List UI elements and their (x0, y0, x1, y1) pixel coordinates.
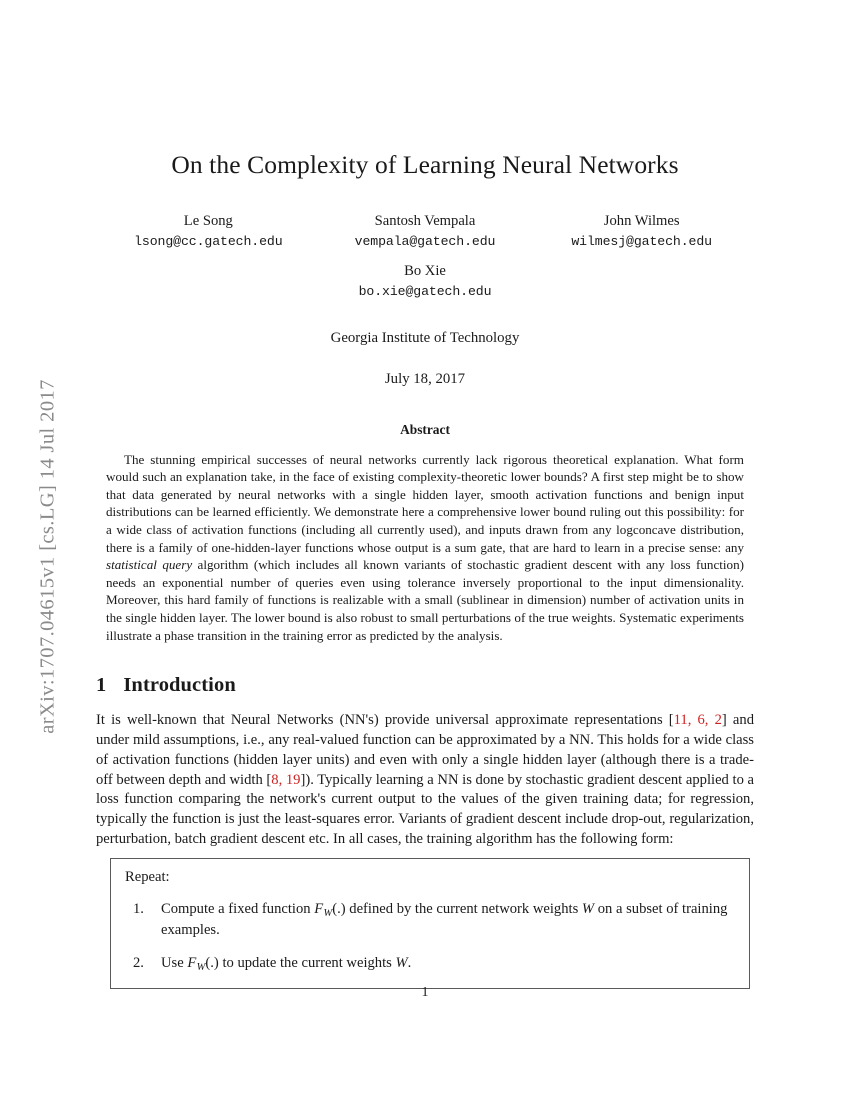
step-text-b: (.) defined by the current network weights (332, 901, 582, 918)
abstract-text-part-1: The stunning empirical successes of neural networks currently lack rigorous theoretical explanation. What form would such an explanation take, in the face of existing complexity-theoretic lower bounds? A first step might be to show that data generated by neural networks with a single hidden layer, smooth activation functions and benign input distributions can be learned efficiently. We demonstrate here a comprehensive lower bound ruling out this possibility: for a wide class of activation functions (including all currently used), and inputs drawn from any logconcave distribution, there is a family of one-hidden-layer functions whose output is a sum gate, that are hard to learn in a precise sense: any (106, 451, 744, 555)
abstract-text (106, 451, 744, 645)
math-symbol-w: W (395, 955, 408, 972)
algorithm-step-list (125, 900, 735, 975)
paper-page (96, 0, 754, 1100)
publication-date: July 18, 2017 (384, 370, 466, 387)
author-email[interactable]: wilmesj@gatech.edu (571, 233, 712, 249)
abstract-section (106, 422, 744, 645)
author-block-2 (533, 211, 750, 252)
step-marker: 1. (133, 901, 144, 918)
author-name: Bo Xie (404, 262, 446, 279)
introduction-paragraph (96, 711, 754, 849)
citation-link-2[interactable]: 8, 19 (271, 771, 301, 788)
step-text-c: on a subset of training examples. (161, 901, 728, 939)
intro-text-a: It is well-known that Neural Networks (NN's) provide universal approximate representations [ (96, 712, 674, 729)
math-subscript-w: W (196, 962, 206, 974)
arxiv-identifier-stamp: arXiv:1707.04615v1 [cs.LG] 14 Jul 2017 (36, 379, 59, 734)
author-list (96, 211, 754, 252)
page-number: 1 (421, 985, 429, 1000)
author-block-3 (96, 261, 754, 302)
author-block-1 (317, 211, 534, 252)
algorithm-lead-line: Repeat: (125, 868, 170, 885)
step-text-b: (.) to update the current weights (205, 955, 396, 972)
author-email[interactable]: lsong@cc.gatech.edu (134, 233, 283, 249)
author-email[interactable]: vempala@gatech.edu (354, 233, 496, 249)
algorithm-step (125, 954, 735, 975)
step-text-a: Use (161, 955, 188, 972)
step-text-a: Compute a fixed function (161, 901, 315, 918)
citation-link-1[interactable]: 11, 6, 2 (673, 712, 722, 729)
intro-text-c: ]). Typically learning a NN is done by stochastic gradient descent applied to a loss function comparing the network's current output to the values of the given training data; for regression, typically the function is just the least-squares error. Variants of gradient descent include drop-out, regularization, perturbation, batch gradient descent etc. In all cases, the training algorithm has the following form: (96, 771, 754, 847)
author-name: Santosh Vempala (374, 212, 476, 229)
abstract-heading: Abstract (400, 421, 450, 437)
page-title: On the Complexity of Learning Neural Networks (171, 150, 679, 179)
math-symbol-w: W (581, 901, 595, 918)
author-name: John Wilmes (603, 212, 680, 229)
training-algorithm-box (110, 858, 750, 990)
section-number: 1 (96, 674, 107, 697)
section-title: Introduction (123, 674, 236, 697)
step-marker: 2. (133, 955, 144, 972)
section-heading-introduction (96, 674, 754, 697)
math-symbol-f: F (187, 955, 197, 972)
affiliation: Georgia Institute of Technology (330, 329, 520, 346)
step-text-c: . (407, 955, 412, 972)
algorithm-step (125, 900, 735, 941)
intro-text-b: ] and under mild assumptions, i.e., any real-valued function can be approximated by a NN. This holds for a wide class of activation functions (hidden layer units) and even with only a single hidden layer (although there is a trade-off between depth and width [ (96, 712, 754, 788)
math-symbol-f: F (314, 901, 324, 918)
abstract-emphasis: statistical query (106, 557, 193, 573)
author-name: Le Song (183, 212, 233, 229)
abstract-text-part-2: algorithm (which includes all known variants of stochastic gradient descent with any loss function) needs an exponential number of queries even using tolerance inversely proportional to the input dimensionality. Moreover, this hard family of functions is realizable with a small (sublinear in dimension) number of activation units in the single hidden layer. The lower bound is also robust to small perturbations of the true weights. Systematic experiments illustrate a phase transition in the training error as predicted by the analysis. (106, 557, 745, 643)
author-block-0 (100, 211, 317, 252)
author-email[interactable]: bo.xie@gatech.edu (358, 283, 492, 299)
math-subscript-w: W (323, 908, 333, 920)
